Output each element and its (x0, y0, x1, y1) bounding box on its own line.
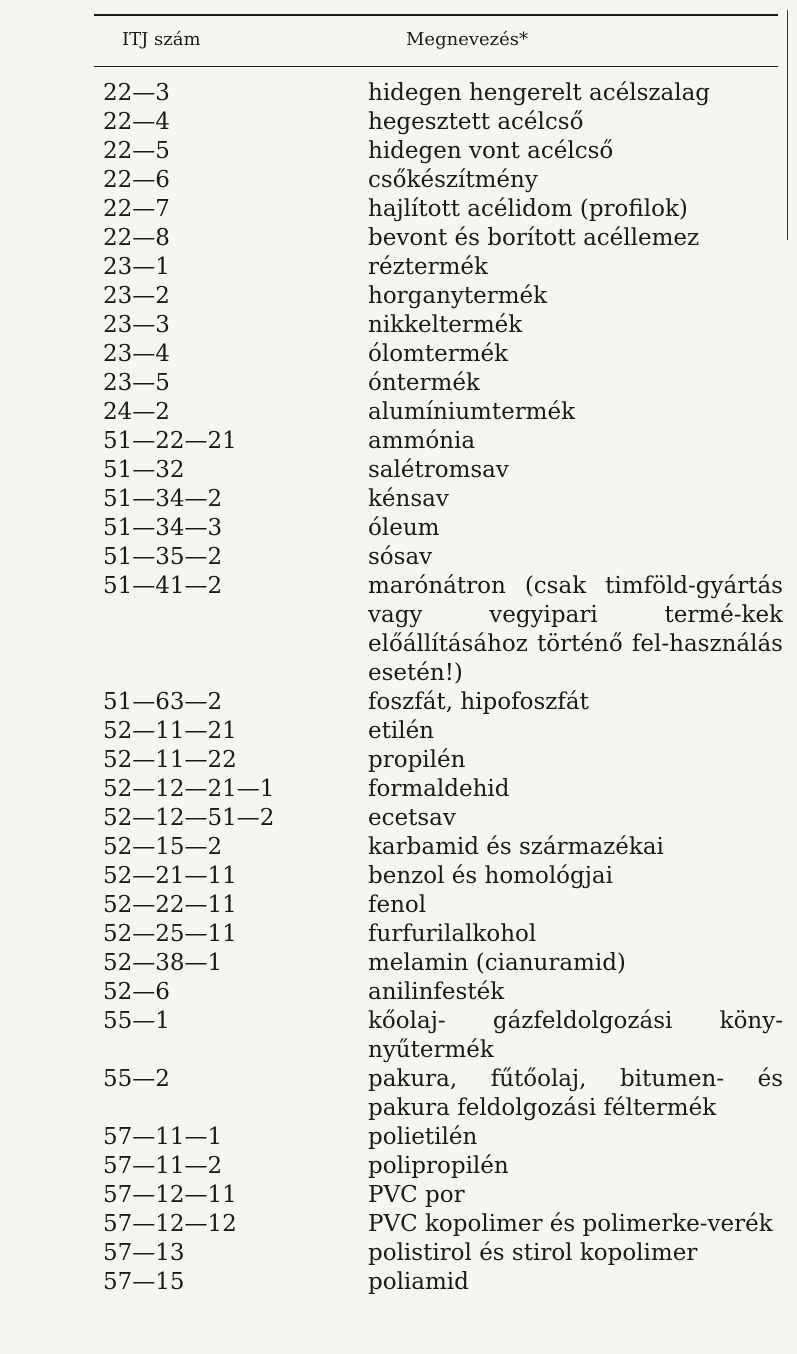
item-name: salétromsav (368, 457, 509, 483)
itj-code: 52—11—21 (103, 718, 237, 744)
itj-code: 57—15 (103, 1269, 185, 1295)
item-name: óleum (368, 515, 440, 541)
itj-code: 52—38—1 (103, 950, 223, 976)
itj-code: 52—22—11 (103, 892, 237, 918)
itj-code: 23—5 (103, 370, 170, 396)
itj-code: 57—12—11 (103, 1182, 237, 1208)
column-header-code: ITJ szám (122, 29, 201, 50)
table-row (0, 456, 797, 485)
item-name: anilinfesték (368, 979, 505, 1005)
table-row (0, 572, 797, 688)
table-row (0, 137, 797, 166)
table-row (0, 398, 797, 427)
itj-code: 57—12—12 (103, 1211, 237, 1237)
table-row (0, 746, 797, 775)
table-body (0, 79, 797, 1297)
item-name: formaldehid (368, 776, 510, 802)
table-row (0, 978, 797, 1007)
item-name: hidegen hengerelt acélszalag (368, 80, 711, 106)
item-name: hidegen vont acélcső (368, 138, 614, 164)
item-name: alumíniumtermék (368, 399, 576, 425)
itj-code: 52—25—11 (103, 921, 237, 947)
table-row (0, 253, 797, 282)
itj-code: 52—15—2 (103, 834, 223, 860)
table-row (0, 775, 797, 804)
table-row (0, 1065, 797, 1123)
itj-code: 52—6 (103, 979, 170, 1005)
item-name: PVC kopolimer és polimerke-verék (368, 1211, 773, 1237)
item-name: etilén (368, 718, 434, 744)
item-name: ólomtermék (368, 341, 509, 367)
itj-code: 51—63—2 (103, 689, 223, 715)
itj-code: 57—11—1 (103, 1124, 223, 1150)
item-name: fenol (368, 892, 427, 918)
itj-code: 51—34—2 (103, 486, 223, 512)
table-row (0, 195, 797, 224)
item-name: csőkészítmény (368, 167, 538, 193)
itj-code: 57—11—2 (103, 1153, 223, 1179)
item-name: hegesztett acélcső (368, 109, 584, 135)
item-name: foszfát, hipofoszfát (368, 689, 589, 715)
table-row (0, 1152, 797, 1181)
item-name: bevont és borított acéllemez (368, 225, 700, 251)
column-header-name: Megnevezés* (406, 29, 529, 50)
itj-code: 55—2 (103, 1066, 170, 1092)
itj-code: 52—12—51—2 (103, 805, 275, 831)
itj-code: 22—4 (103, 109, 170, 135)
item-name: pakura, fűtőolaj, bitumen- és pakura feldolgozási féltermék (368, 1066, 783, 1121)
item-name: óntermék (368, 370, 480, 396)
item-name: kőolaj- gázfeldolgozási köny-nyűtermék (368, 1008, 783, 1063)
itj-code: 52—11—22 (103, 747, 237, 773)
itj-code: 57—13 (103, 1240, 185, 1266)
item-name: réztermék (368, 254, 488, 280)
item-name: ecetsav (368, 805, 456, 831)
table-row (0, 891, 797, 920)
table-row (0, 1123, 797, 1152)
itj-code: 23—4 (103, 341, 170, 367)
table-row (0, 920, 797, 949)
item-name: ammónia (368, 428, 476, 454)
table-row (0, 340, 797, 369)
table-row (0, 166, 797, 195)
table-row (0, 79, 797, 108)
itj-code: 51—34—3 (103, 515, 223, 541)
item-name: horganytermék (368, 283, 548, 309)
itj-code: 22—6 (103, 167, 170, 193)
table-top-rule (94, 14, 778, 16)
itj-code: 22—5 (103, 138, 170, 164)
table-row (0, 485, 797, 514)
table-row (0, 1239, 797, 1268)
table-row (0, 804, 797, 833)
itj-code: 22—3 (103, 80, 170, 106)
table-row (0, 862, 797, 891)
table-row (0, 1210, 797, 1239)
itj-code: 52—12—21—1 (103, 776, 275, 802)
itj-code: 23—2 (103, 283, 170, 309)
table-row (0, 108, 797, 137)
table-row (0, 427, 797, 456)
table-row (0, 282, 797, 311)
itj-code: 51—35—2 (103, 544, 223, 570)
table-row (0, 717, 797, 746)
itj-code: 23—1 (103, 254, 170, 280)
itj-code: 51—41—2 (103, 573, 223, 599)
item-name: sósav (368, 544, 433, 570)
item-name: nikkeltermék (368, 312, 523, 338)
item-name: propilén (368, 747, 466, 773)
table-row (0, 311, 797, 340)
itj-code: 22—7 (103, 196, 170, 222)
table-row (0, 1007, 797, 1065)
table-row (0, 949, 797, 978)
itj-code: 23—3 (103, 312, 170, 338)
item-name: melamin (cianuramid) (368, 950, 626, 976)
table-row (0, 369, 797, 398)
item-name: polistirol és stirol kopolimer (368, 1240, 698, 1266)
table-row (0, 688, 797, 717)
table-row (0, 1268, 797, 1297)
itj-code: 51—32 (103, 457, 185, 483)
itj-code: 55—1 (103, 1008, 170, 1034)
item-name: polipropilén (368, 1153, 509, 1179)
item-name: karbamid és származékai (368, 834, 664, 860)
item-name: polietilén (368, 1124, 478, 1150)
table-row (0, 1181, 797, 1210)
item-name: PVC por (368, 1182, 465, 1208)
table-row (0, 543, 797, 572)
item-name: hajlított acélidom (profilok) (368, 196, 688, 222)
item-name: poliamid (368, 1269, 469, 1295)
item-name: benzol és homológjai (368, 863, 613, 889)
table-row (0, 833, 797, 862)
itj-code: 52—21—11 (103, 863, 237, 889)
item-name: marónátron (csak timföld-gyártás vagy vegyipari termé-kek előállításához történő fel-használás esetén!) (368, 573, 783, 686)
itj-code: 24—2 (103, 399, 170, 425)
item-name: furfurilalkohol (368, 921, 537, 947)
itj-code: 51—22—21 (103, 428, 237, 454)
itj-code: 22—8 (103, 225, 170, 251)
table-row (0, 224, 797, 253)
table-row (0, 514, 797, 543)
header-rule (94, 66, 778, 67)
item-name: kénsav (368, 486, 449, 512)
